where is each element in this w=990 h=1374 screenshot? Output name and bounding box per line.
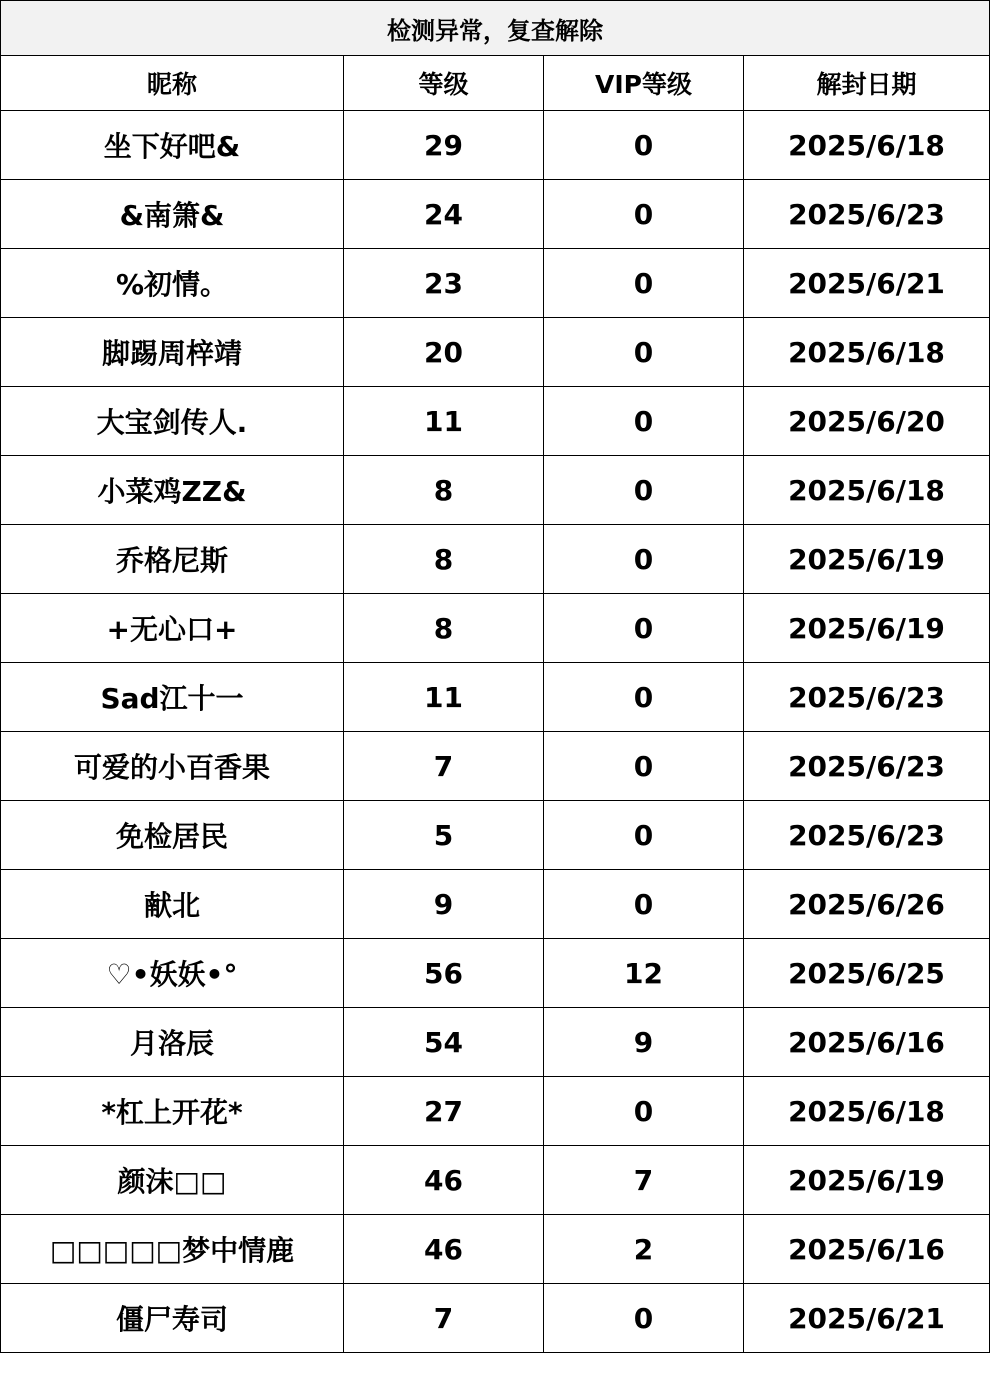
cell-level: 8 xyxy=(344,525,544,594)
cell-level: 20 xyxy=(344,318,544,387)
cell-vip-level: 0 xyxy=(544,1284,744,1353)
cell-nickname: 月洛辰 xyxy=(1,1008,344,1077)
header-level: 等级 xyxy=(344,56,544,111)
cell-unban-date: 2025/6/18 xyxy=(744,111,990,180)
cell-unban-date: 2025/6/23 xyxy=(744,663,990,732)
cell-unban-date: 2025/6/19 xyxy=(744,525,990,594)
cell-level: 5 xyxy=(344,801,544,870)
cell-nickname: 颜沫□□ xyxy=(1,1146,344,1215)
header-vip-level: VIP等级 xyxy=(544,56,744,111)
table-title: 检测异常，复查解除 xyxy=(1,1,990,56)
cell-nickname: *杠上开花* xyxy=(1,1077,344,1146)
cell-nickname: 乔格尼斯 xyxy=(1,525,344,594)
cell-level: 9 xyxy=(344,870,544,939)
header-unban-date: 解封日期 xyxy=(744,56,990,111)
cell-vip-level: 0 xyxy=(544,387,744,456)
cell-vip-level: 2 xyxy=(544,1215,744,1284)
table-row xyxy=(1,249,990,318)
cell-nickname: +无心口+ xyxy=(1,594,344,663)
table-row xyxy=(1,525,990,594)
table-body xyxy=(1,111,990,1353)
cell-nickname: 免检居民 xyxy=(1,801,344,870)
cell-level: 29 xyxy=(344,111,544,180)
cell-level: 11 xyxy=(344,387,544,456)
table-row xyxy=(1,939,990,1008)
cell-level: 56 xyxy=(344,939,544,1008)
cell-unban-date: 2025/6/16 xyxy=(744,1215,990,1284)
cell-unban-date: 2025/6/23 xyxy=(744,801,990,870)
cell-unban-date: 2025/6/21 xyxy=(744,249,990,318)
table-row xyxy=(1,870,990,939)
table-row xyxy=(1,1215,990,1284)
cell-nickname: %初情。 xyxy=(1,249,344,318)
cell-vip-level: 0 xyxy=(544,249,744,318)
cell-unban-date: 2025/6/18 xyxy=(744,456,990,525)
table-header-row xyxy=(1,56,990,111)
header-nickname: 昵称 xyxy=(1,56,344,111)
cell-level: 23 xyxy=(344,249,544,318)
cell-nickname: 僵尸寿司 xyxy=(1,1284,344,1353)
cell-unban-date: 2025/6/21 xyxy=(744,1284,990,1353)
cell-vip-level: 0 xyxy=(544,111,744,180)
cell-vip-level: 0 xyxy=(544,801,744,870)
cell-nickname: 大宝剑传人. xyxy=(1,387,344,456)
cell-level: 54 xyxy=(344,1008,544,1077)
cell-level: 27 xyxy=(344,1077,544,1146)
cell-level: 7 xyxy=(344,732,544,801)
table-row xyxy=(1,1008,990,1077)
cell-nickname: Sad江十一 xyxy=(1,663,344,732)
table-row xyxy=(1,1284,990,1353)
cell-vip-level: 12 xyxy=(544,939,744,1008)
cell-unban-date: 2025/6/25 xyxy=(744,939,990,1008)
table-row xyxy=(1,318,990,387)
cell-vip-level: 0 xyxy=(544,525,744,594)
cell-vip-level: 7 xyxy=(544,1146,744,1215)
cell-level: 24 xyxy=(344,180,544,249)
table-row xyxy=(1,801,990,870)
cell-unban-date: 2025/6/23 xyxy=(744,180,990,249)
cell-unban-date: 2025/6/26 xyxy=(744,870,990,939)
table-row xyxy=(1,1146,990,1215)
cell-nickname: ♡•妖妖•° xyxy=(1,939,344,1008)
cell-unban-date: 2025/6/16 xyxy=(744,1008,990,1077)
cell-vip-level: 0 xyxy=(544,663,744,732)
cell-level: 7 xyxy=(344,1284,544,1353)
cell-nickname: 小菜鸡ZZ& xyxy=(1,456,344,525)
cell-unban-date: 2025/6/19 xyxy=(744,594,990,663)
table-row xyxy=(1,594,990,663)
cell-nickname: 坐下好吧& xyxy=(1,111,344,180)
cell-vip-level: 0 xyxy=(544,1077,744,1146)
cell-vip-level: 0 xyxy=(544,870,744,939)
cell-vip-level: 0 xyxy=(544,456,744,525)
cell-vip-level: 9 xyxy=(544,1008,744,1077)
table-row xyxy=(1,663,990,732)
cell-level: 8 xyxy=(344,594,544,663)
cell-level: 8 xyxy=(344,456,544,525)
cell-unban-date: 2025/6/18 xyxy=(744,1077,990,1146)
cell-nickname: 可爱的小百香果 xyxy=(1,732,344,801)
cell-unban-date: 2025/6/23 xyxy=(744,732,990,801)
cell-unban-date: 2025/6/20 xyxy=(744,387,990,456)
cell-nickname: 献北 xyxy=(1,870,344,939)
table-title-row xyxy=(1,1,990,56)
table-row xyxy=(1,180,990,249)
cell-nickname: &南箫& xyxy=(1,180,344,249)
table-row xyxy=(1,1077,990,1146)
table-row xyxy=(1,387,990,456)
cell-level: 11 xyxy=(344,663,544,732)
cell-unban-date: 2025/6/19 xyxy=(744,1146,990,1215)
cell-vip-level: 0 xyxy=(544,180,744,249)
cell-vip-level: 0 xyxy=(544,594,744,663)
table-row xyxy=(1,111,990,180)
cell-level: 46 xyxy=(344,1146,544,1215)
cell-nickname: □□□□□梦中情鹿 xyxy=(1,1215,344,1284)
table-row xyxy=(1,732,990,801)
cell-vip-level: 0 xyxy=(544,318,744,387)
table-row xyxy=(1,456,990,525)
cell-nickname: 脚踢周梓靖 xyxy=(1,318,344,387)
cell-vip-level: 0 xyxy=(544,732,744,801)
cell-unban-date: 2025/6/18 xyxy=(744,318,990,387)
cell-level: 46 xyxy=(344,1215,544,1284)
